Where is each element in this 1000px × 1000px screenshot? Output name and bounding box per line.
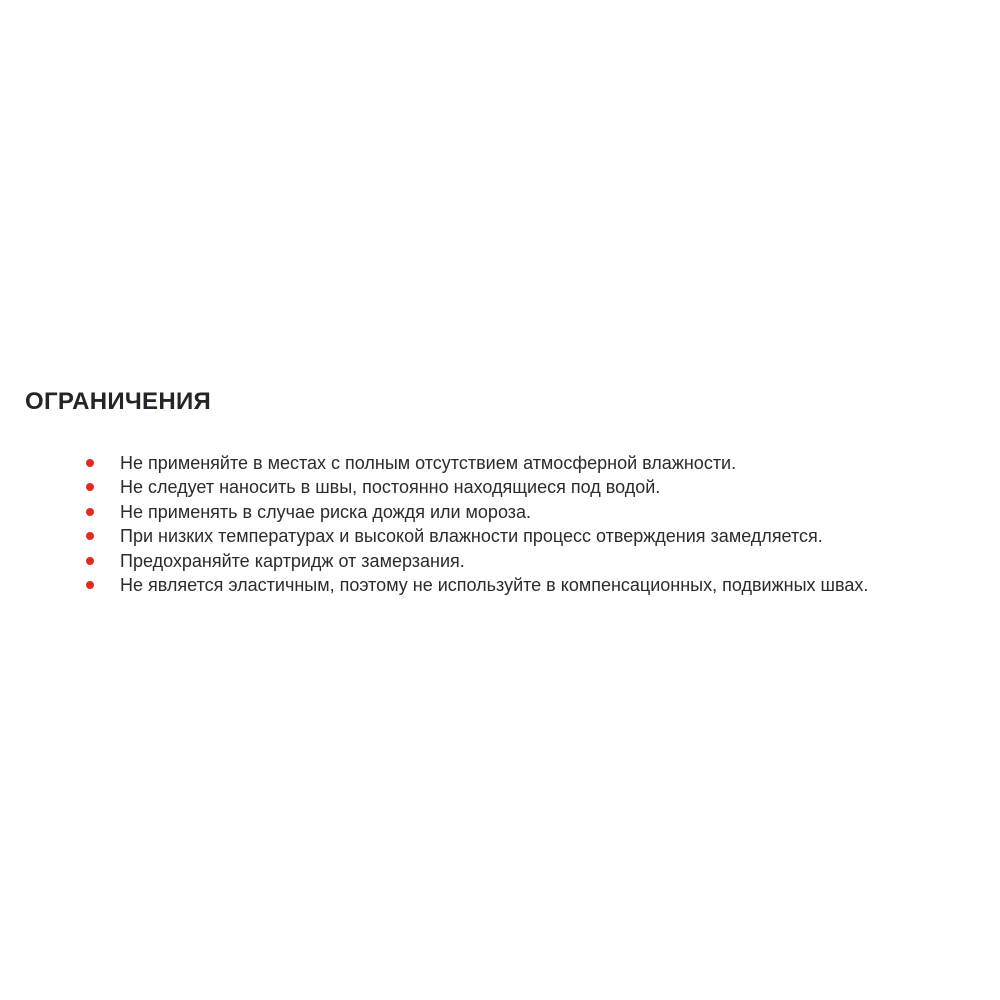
bullet-icon <box>86 557 94 565</box>
list-item <box>120 475 990 499</box>
list-item <box>120 524 990 548</box>
section-heading: ОГРАНИЧЕНИЯ <box>25 388 212 415</box>
list-item-text: Не является эластичным, поэтому не используйте в компенсационных, подвижных швах. <box>120 575 869 596</box>
restrictions-list <box>120 451 990 597</box>
list-item <box>120 573 990 597</box>
list-item-text: Не применять в случае риска дождя или мороза. <box>120 501 532 522</box>
list-item-text: Не следует наносить в швы, постоянно находящиеся под водой. <box>120 477 661 498</box>
list-item <box>120 500 990 524</box>
bullet-icon <box>86 532 94 540</box>
bullet-icon <box>86 483 94 491</box>
bullet-icon <box>86 508 94 516</box>
list-item-text: При низких температурах и высокой влажности процесс отверждения замедляется. <box>120 526 823 547</box>
list-item <box>120 451 990 475</box>
list-item-text: Не применяйте в местах с полным отсутствием атмосферной влажности. <box>120 453 737 473</box>
bullet-icon <box>86 459 94 467</box>
list-item-text: Предохраняйте картридж от замерзания. <box>120 550 465 571</box>
list-item <box>120 549 990 573</box>
bullet-icon <box>86 581 94 589</box>
